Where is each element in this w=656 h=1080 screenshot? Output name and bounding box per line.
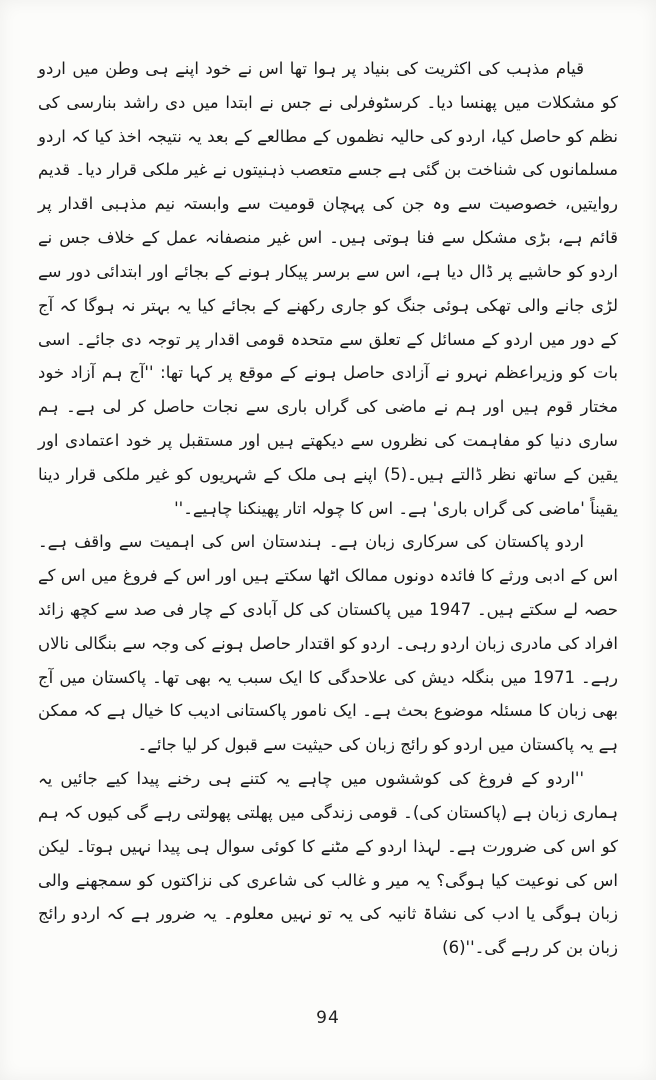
- paragraph-2: اردو پاکستان کی سرکاری زبان ہے۔ ہندستان اس کی اہمیت سے واقف ہے۔ اس کے ادبی ورثے کا فائدہ دونوں ممالک اٹھا سکتے ہیں اور اس کے فروغ میں اس کے حصہ لے سکتے ہیں۔ 1947 میں پاکستان کی کل آبادی کے چار فی صد سے کچھ زائد افراد کی مادری زبان اردو رہی۔ اردو کو اقتدار حاصل ہونے کی وجہ سے بنگالی نالاں رہے۔ 1971 میں بنگلہ دیش کی علاحدگی کا ایک سبب یہ بھی تھا۔ پاکستان میں آج بھی زبان کا مسئلہ موضوع بحث ہے۔ ایک نامور پاکستانی ادیب کا خیال ہے کہ ممکن ہے یہ پاکستان میں اردو کو رائج زبان کی حیثیت سے قبول کر لیا جائے۔: [38, 532, 619, 755]
- page-number: 94: [316, 1008, 340, 1028]
- paragraph-1: قیام مذہب کی اکثریت کی بنیاد پر ہوا تھا اس نے خود اپنے ہی وطن میں اردو کو مشکلات میں پھنسا دیا۔ کرسٹوفرلی نے جس نے ابتدا میں دی راشد بنارسی کی نظم کو حاصل کیا، اردو کی حالیہ نظموں کے مطالعے کے بعد یہ نتیجہ اخذ کیا کہ اردو مسلمانوں کی شناخت بن گئی ہے جسے متعصب ذہنیتوں نے غیر ملکی قرار دیا۔ قدیم روایتیں، خصوصیت سے وہ جن کی پہچان قومیت سے وابستہ نیم مذہبی اقدار پر قائم ہے، بڑی مشکل سے فنا ہوتی ہیں۔ اس غیر منصفانہ عمل کے خلاف جس نے اردو کو حاشیے پر ڈال دیا ہے، اس سے برسر پیکار ہونے کے بجائے اور ابتدائی دور سے لڑی جانے والی تھکی ہوئی جنگ کو جاری رکھنے کے بجائے کیا یہ بہتر نہ ہوگا کہ آج کے دور میں اردو کے مسائل کے تعلق سے متحدہ قومی اقدار پر توجہ دی جائے۔ اسی بات کو وزیراعظم نہرو نے آزادی حاصل ہونے کے موقع پر کہا تھا: ''آج ہم آزاد خود مختار قوم ہیں اور ہم نے ماضی کی گراں باری سے نجات حاصل کر لی ہے۔ ہم ساری دنیا کو مفاہمت کی نظروں سے دیکھتے ہیں اور مستقبل پر خود اعتمادی اور یقین کے ساتھ نظر ڈالتے ہیں۔(5) اپنے ہی ملک کے شہریوں کو غیر ملکی قرار دینا یقیناً 'ماضی کی گراں باری' ہے۔ اس کا چولہ اتار پھینکنا چاہیے۔'': [38, 59, 618, 518]
- paragraph-3-quote: ''اردو کے فروغ کی کوششوں میں چاہے یہ کتنے ہی رخنے پیدا کیے جائیں یہ ہماری زبان ہے (پاکستان کی)۔ قومی زندگی میں پھلتی پھولتی رہے گی کیوں کہ ہم کو اس کی ضرورت ہے۔ لہذا اردو کے مٹنے کا کوئی سوال ہی پیدا نہیں ہوتا۔ لیکن اس کی نوعیت کیا ہوگی؟ یہ میر و غالب کی شاعری کی نزاکتوں کو سمجھنے والی زبان ہوگی یا ادب کی نشاۃ ثانیہ کی یہ تو نہیں معلوم۔ یہ ضرور ہے کہ اردو رائج زبان بن کر رہے گی۔''(6): [38, 769, 618, 958]
- page-text-block: [38, 52, 618, 970]
